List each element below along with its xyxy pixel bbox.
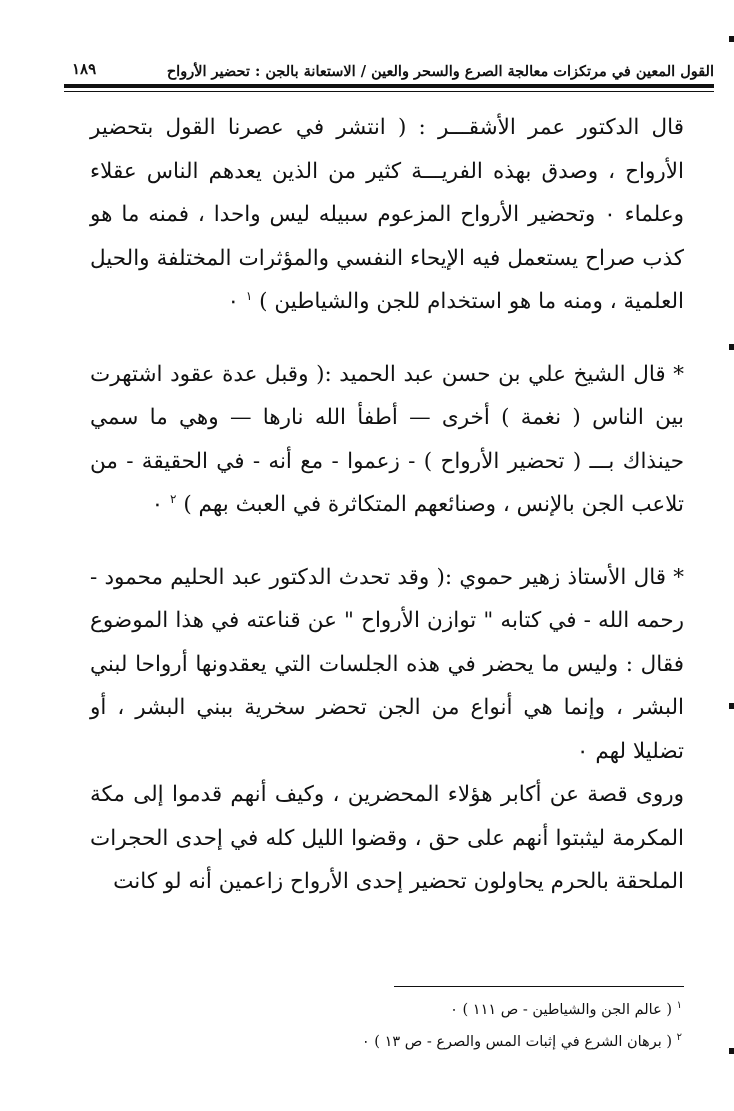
header-title: القول المعين في مرتكزات معالجة الصرع والسحر والعين / الاستعانة بالجن : تحضير الأرواح	[166, 63, 714, 80]
scan-edge-mark	[729, 703, 734, 709]
header-rule-thick	[64, 84, 714, 88]
footnote-2-mark: ٢	[676, 1032, 682, 1044]
footnote-ref-2: ٢	[170, 491, 177, 506]
footnotes	[90, 994, 682, 1058]
paragraph-1	[90, 106, 684, 324]
scan-edge-mark	[729, 344, 734, 350]
footnote-1-mark: ١	[676, 1000, 682, 1012]
paragraph-4-text: وروى قصة عن أكابر هؤلاء المحضرين ، وكيف أنهم قدموا إلى مكة المكرمة ليثبتوا أنهم على حق ، وقضوا الليل كله في إحدى الحجرات الملحقة بالحرم يحاولون تحضير إحدى الأرواح زاعمين أنه لو كانت	[90, 782, 684, 894]
footnote-2-text: ( برهان الشرع في إثبات المس والصرع - ص ١٣ ) ٠	[361, 1034, 673, 1050]
body-text	[90, 106, 684, 904]
scan-edge-mark	[729, 1048, 734, 1054]
paragraph-2-end: ٠	[151, 492, 171, 517]
paragraph-1-end: ٠	[227, 289, 246, 314]
footnote-ref-1: ١	[245, 288, 253, 303]
paragraph-spacer	[90, 324, 684, 353]
paragraph-1-text: قال الدكتور عمر الأشقـــر : ( انتشر في عصرنا القول بتحضير الأرواح ، وصدق بهذه الفريـــة كثير من الذين يعدهم الناس عقلاء وعلماء ٠ وتحضير الأرواح المزعوم سبيله ليس واحدا ، فمنه ما هو كذب صراح يستعمل فيه الإيحاء النفسي والمؤثرات المختلفة والحيل العلمية ، ومنه ما هو استخدام للجن والشياطين )	[90, 115, 684, 314]
footnote-1	[90, 994, 682, 1026]
paragraph-2-text: * قال الشيخ علي بن حسن عبد الحميد :( وقبل عدة عقود اشتهرت بين الناس ( نغمة ) أخرى — أطفأ الله نارها — وهي ما سمي حينذاك بـــ ( تحضير الأرواح ) - زعموا - مع أنه - في الحقيقة - من تلاعب الجن بالإنس ، وصنائعهم المتكاثرة في العبث بهم )	[90, 361, 684, 517]
paragraph-4	[90, 773, 684, 904]
paragraph-3	[90, 556, 684, 774]
running-header	[64, 44, 714, 80]
paragraph-2	[90, 353, 684, 527]
page-number: ١٨٩	[72, 60, 97, 78]
footnote-2	[90, 1026, 682, 1058]
paragraph-3-text: * قال الأستاذ زهير حموي :( وقد تحدث الدكتور عبد الحليم محمود - رحمه الله - في كتابه " توازن الأرواح " عن قناعته في هذا الموضوع فقال : وليس ما يحضر في هذه الجلسات التي يعقدونها أرواحا لبني البشر ، وإنما هي أنواع من الجن تحضر سخرية ببني البشر ، أو تضليلا لهم ٠	[90, 564, 684, 764]
scan-edge-mark	[729, 36, 734, 42]
paragraph-spacer	[90, 527, 684, 556]
header-rule-thin	[64, 91, 714, 92]
footnote-separator	[394, 986, 684, 987]
footnote-1-text: ( عالم الجن والشياطين - ص ١١١ ) ٠	[450, 1002, 673, 1018]
